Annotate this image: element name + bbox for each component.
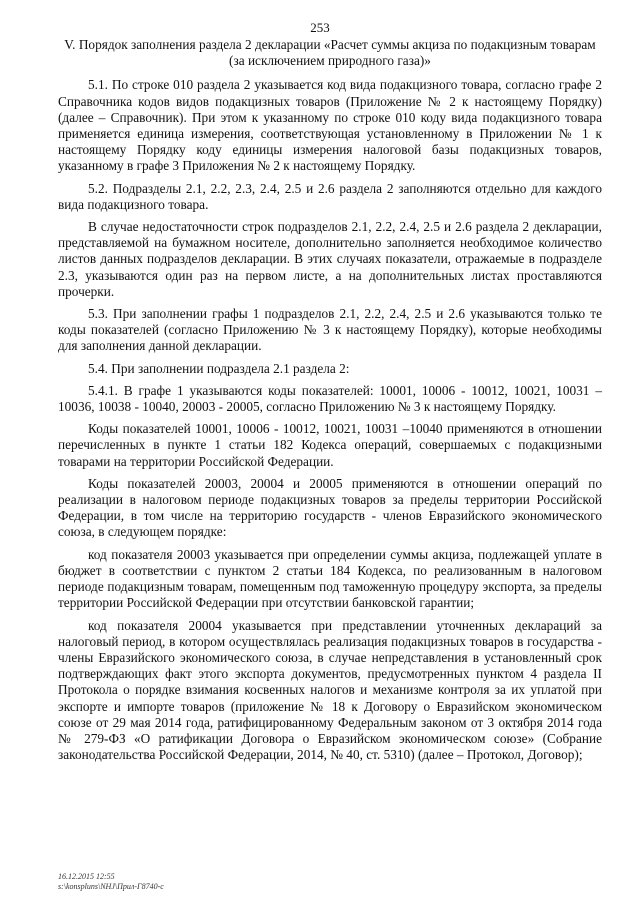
paragraph-code-20004: код показателя 20004 указывается при представлении уточненных деклараций за налоговый период, в котором осуществлялась реализация подакцизных товаров в государства - члены Евразийского экономического союза, в случае непредставления в установленный срок подтверждающих факт этого экспорта документов, предусмотренных пунктом 4 раздела II Протокола о порядке взимания косвенных налогов и механизме контроля за их уплатой при экспорте и импорте товаров (приложение № 18 к Договору о Евразийском экономическом союзе от 29 мая 2014 года, ратифицированному Федеральным законом от 3 октября 2014 года № 279-ФЗ «О ратификации Договора о Евразийском экономическом союзе» (Собрание законодательства Российской Федерации, 2014, № 40, ст. 5310) (далее – Протокол, Договор); — [58, 617, 602, 763]
page-number: 253 — [310, 20, 330, 35]
paragraph-5-2: 5.2. Подразделы 2.1, 2.2, 2.3, 2.4, 2.5 и 2.6 раздела 2 заполняются отдельно для каждого вида подакцизного товара. — [58, 180, 602, 212]
paragraph-5-4: 5.4. При заполнении подраздела 2.1 раздела 2: — [88, 360, 350, 376]
paragraph-5-3: 5.3. При заполнении графы 1 подразделов 2.1, 2.2, 2.4, 2.5 и 2.6 указываются только те коды показателей (согласно Приложению № 3 к настоящему Порядку), которые необходимы для заполнения данной декларации. — [58, 306, 602, 354]
paragraph-5-4-1: 5.4.1. В графе 1 указываются коды показателей: 10001, 10006 - 10012, 10021, 10031 – 10036, 10038 - 10040, 20003 - 20005, согласно Приложению № 3 к настоящему Порядку. — [58, 382, 602, 415]
document-footer — [58, 872, 164, 892]
footer-timestamp: 16.12.2015 12:55 — [58, 872, 115, 881]
paragraph-codes-10001: Коды показателей 10001, 10006 - 10012, 10021, 10031 –10040 применяются в отношении перечисленных в пункте 1 статьи 182 Кодекса операций, совершаемых с подакцизными товарами на территории Российской Федерации. — [58, 421, 602, 469]
paragraph-codes-20003: Коды показателей 20003, 20004 и 20005 применяются в отношении операций по реализации в налоговом периоде подакцизных товаров за пределы территории Российской Федерации, в том числе на территорию государств - членов Евразийского экономического союза, в следующем порядке: — [58, 475, 602, 540]
footer-file-path: s:\konspluns\NHJ\Прил-Г8740-с — [58, 882, 164, 891]
section-heading: V. Порядок заполнения раздела 2 декларации «Расчет суммы акциза по подакцизным товарам (за исключением природного газа)» — [64, 37, 596, 69]
page-content — [58, 37, 602, 769]
paragraph-insufficient-lines: В случае недостаточности строк подразделов 2.1, 2.2, 2.4, 2.5 и 2.6 раздела 2 декларации, представляемой на бумажном носителе, дополнительно заполняется необходимое количество листов данных подразделов декларации. В этих случаях показатели, отражаемые в подразделе 2.3, указываются один раз на первом листе, а на дополнительных листах проставляются прочерки. — [58, 219, 602, 299]
paragraph-code-20003: код показателя 20003 указывается при определении суммы акциза, подлежащей уплате в бюджет в соответствии с пунктом 2 статьи 184 Кодекса, по реализованным в налоговом периоде подакцизным товарам, помещенным под таможенную процедуру экспорта, за пределы территории Российской Федерации при отсутствии банковской гарантии; — [58, 546, 602, 611]
paragraph-5-1: 5.1. По строке 010 раздела 2 указывается код вида подакцизного товара, согласно графе 2 Справочника кодов видов подакцизных товаров (Приложение № 2 к настоящему Порядку) (далее – Справочник). При этом к указанному по строке 010 коду вида подакцизного товара применяется единица измерения, соответствующая установленному в Приложении № 1 к настоящему Порядку коду единицы измерения налоговой базы подакцизных товаров, указанному в графе 3 Приложения № 2 к настоящему Порядку. — [58, 77, 602, 174]
